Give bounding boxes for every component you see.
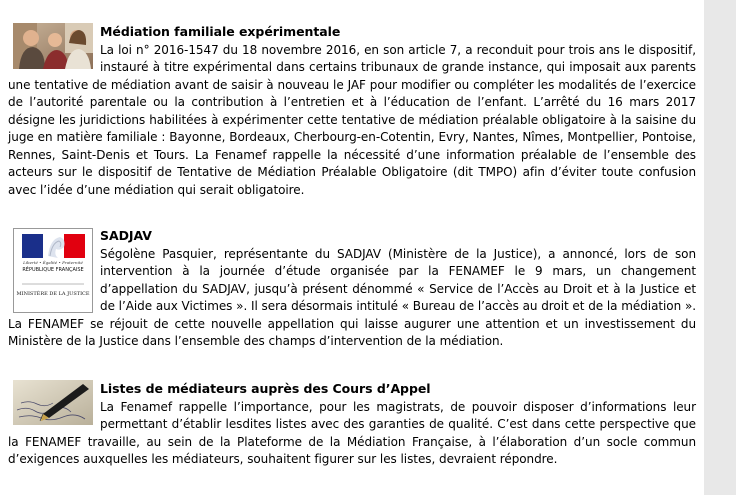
news-item-sadjav [8,227,696,351]
right-sidebar [704,0,736,495]
fountain-pen-writing-photo [13,380,93,425]
item-body: La Fenamef rappelle l’importance, pour les magistrats, de pouvoir disposer d’informations leur permettant d’établir lesdites listes avec des garanties de qualité. C’est dans cette perspective que la FENAMEF travaille, au sein de la Plateforme de la Médiation Française, à l’élaboration d’un socle commun d’exigences auxquelles les médiateurs, souhaitent figurer sur les listes, devraient répondre. [8,399,696,466]
logo-republic: RÉPUBLIQUE FRANÇAISE [22,267,84,273]
item-body: Ségolène Pasquier, représentante du SADJAV (Ministère de la Justice), a annoncé, lors de son intervention à la journée d’étude organisée par la FENAMEF le 9 mars, un changement d’appellation du SADJAV, jusqu’à présent dénommé « Service de l’Accès au Droit et à la Justice et de l’Aide aux Victimes ». Il sera désormais intitulé « Bureau de l’accès au droit et de la médiation ». La FENAMEF se réjouit de cette nouvelle appellation qui laisse augurer une attention et un investissement du Ministère de la Justice dans l’ensemble des champs d’intervention de la médiation. [8,246,696,348]
news-item-listes [8,380,696,469]
family-mediation-photo [13,23,93,69]
logo-ministry: MINISTÈRE DE LA JUSTICE [16,291,90,297]
logo-motto: Liberté • Égalité • Fraternité [23,260,83,265]
item-title: Listes de médiateurs auprès des Cours d’Appel [100,381,431,396]
item-title: SADJAV [100,228,152,243]
ministere-justice-logo [13,228,93,313]
item-title: Médiation familiale expérimentale [100,24,341,39]
news-item-mediation [8,23,696,199]
item-body: La loi n° 2016-1547 du 18 novembre 2016, en son article 7, a reconduit pour trois ans le dispositif, instauré à titre expérimental dans certains tribunaux de grande instance, qui imposait aux parents une tentative de médiation avant de saisir à nouveau le JAF pour modifier ou compléter les modalités de l’exercice de l’autorité parentale ou la contribution à l’entretien et à l’éducation de l’enfant. L’arrêté du 16 mars 2017 désigne les juridictions habilitées à expérimenter cette tentative de médiation préalable obligatoire à la saisine du juge en matière familiale : Bayonne, Bordeaux, Cherbourg-en-Cotentin, Evry, Nantes, Nîmes, Montpellier, Pontoise, Rennes, Saint-Denis et Tours. La Fenamef rappelle la nécessité d’une information préalable de l’ensemble des acteurs sur le dispositif de Tentative de Médiation Préalable Obligatoire (dit TMPO) afin d’éviter toute confusion avec l’idée d’une médiation qui serait obligatoire. [8,42,696,197]
